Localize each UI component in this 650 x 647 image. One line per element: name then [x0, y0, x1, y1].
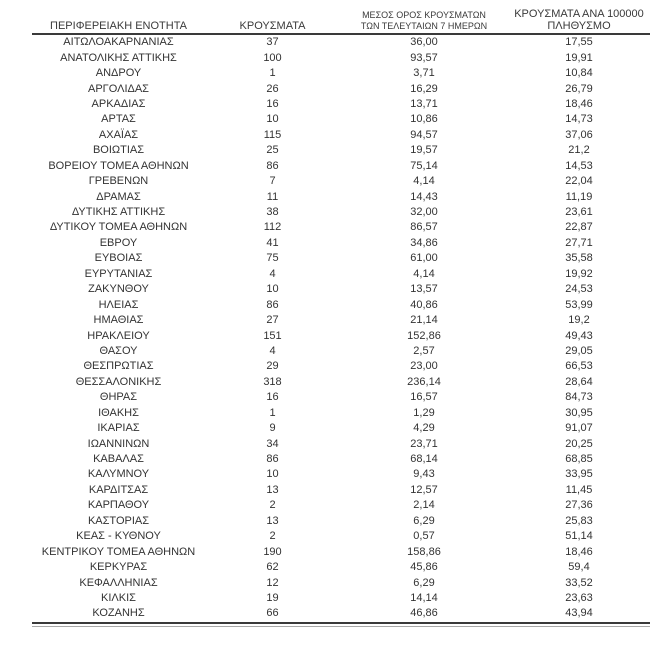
cell-cases: 4 [269, 267, 276, 280]
table-row [32, 606, 650, 621]
table-row [32, 297, 650, 312]
cell-per100k: 28,64 [565, 375, 593, 388]
cell-cases: 38 [266, 206, 279, 219]
table-row [32, 467, 650, 482]
cell-cases: 10 [266, 113, 279, 126]
table-row [32, 236, 650, 251]
cell-cases: 13 [266, 514, 279, 527]
cell-cases: 7 [269, 175, 276, 188]
cell-region: ΔΥΤΙΚΟΥ ΤΟΜΕΑ ΑΘΗΝΩΝ [49, 221, 188, 234]
table-row [32, 591, 650, 606]
cell-cases: 27 [266, 314, 279, 327]
cell-region: ΑΝΑΤΟΛΙΚΗΣ ΑΤΤΙΚΗΣ [60, 51, 177, 64]
table-row [32, 436, 650, 451]
cell-cases: 112 [263, 221, 282, 234]
cell-per100k: 22,87 [565, 221, 593, 234]
cell-avg7: 4,29 [413, 422, 435, 435]
cell-per100k: 11,45 [565, 483, 593, 496]
cell-per100k: 24,53 [565, 283, 593, 296]
table-row [32, 421, 650, 436]
cell-cases: 29 [266, 360, 279, 373]
cell-cases: 66 [266, 607, 279, 620]
cell-per100k: 91,07 [565, 422, 593, 435]
table-row [32, 359, 650, 374]
cell-cases: 41 [266, 236, 279, 249]
table-row [32, 575, 650, 590]
table-row [32, 498, 650, 513]
cell-cases: 86 [266, 159, 279, 172]
cell-avg7: 16,57 [410, 391, 438, 404]
cell-avg7: 12,57 [410, 483, 438, 496]
cell-cases: 9 [269, 422, 276, 435]
cell-region: ΕΒΡΟΥ [99, 236, 138, 249]
cell-avg7: 75,14 [410, 159, 438, 172]
cell-per100k: 23,61 [565, 206, 593, 219]
cell-region: ΔΥΤΙΚΗΣ ΑΤΤΙΚΗΣ [71, 206, 166, 219]
table-row [32, 128, 650, 143]
table-row [32, 344, 650, 359]
cell-per100k: 20,25 [565, 437, 593, 450]
cell-avg7: 46,86 [410, 607, 438, 620]
col-header-avg7-line1: ΜΕΣΟΣ ΟΡΟΣ ΚΡΟΥΣΜΑΤΩΝ [362, 10, 486, 20]
cell-cases: 318 [263, 375, 282, 388]
table-row [32, 66, 650, 81]
cell-cases: 12 [266, 576, 279, 589]
cell-avg7: 93,57 [410, 51, 438, 64]
cell-cases: 1 [269, 406, 276, 419]
cell-region: ΑΝΔΡΟΥ [95, 67, 142, 80]
cell-region: ΑΡΤΑΣ [101, 113, 136, 126]
cell-per100k: 33,95 [565, 468, 593, 481]
cell-avg7: 1,29 [413, 406, 435, 419]
cell-region: ΑΡΓΟΛΙΔΑΣ [88, 82, 149, 95]
cell-per100k: 27,71 [565, 236, 593, 249]
cell-region: ΗΜΑΘΙΑΣ [93, 314, 144, 327]
cell-cases: 62 [266, 561, 279, 574]
cell-region: ΗΡΑΚΛΕΙΟΥ [87, 329, 150, 342]
table-row [32, 267, 650, 282]
cell-cases: 11 [266, 190, 279, 203]
cell-region: ΗΛΕΙΑΣ [98, 298, 139, 311]
table-row [32, 282, 650, 297]
cell-per100k: 26,79 [565, 82, 593, 95]
cell-avg7: 236,14 [407, 375, 441, 388]
cell-region: ΘΗΡΑΣ [99, 391, 138, 404]
cell-per100k: 19,91 [565, 51, 593, 64]
cell-avg7: 61,00 [410, 252, 438, 265]
cell-region: ΑΧΑΪΑΣ [98, 128, 139, 141]
col-header-region: ΠΕΡΙΦΕΡΕΙΑΚΗ ΕΝΟΤΗΤΑ [50, 20, 187, 32]
cell-per100k: 59,4 [568, 561, 590, 574]
table-row [32, 452, 650, 467]
cell-per100k: 17,55 [565, 36, 593, 49]
cell-avg7: 36,00 [410, 36, 438, 49]
table-row [32, 560, 650, 575]
cell-region: ΚΑΡΔΙΤΣΑΣ [88, 483, 149, 496]
cell-per100k: 27,36 [565, 499, 593, 512]
col-header-per100k [508, 8, 650, 32]
cell-cases: 2 [269, 530, 276, 543]
cell-cases: 4 [269, 344, 276, 357]
cell-region: ΚΕΑΣ - ΚΥΘΝΟΥ [76, 530, 161, 543]
table-header-row [32, 4, 650, 35]
cell-region: ΙΚΑΡΙΑΣ [97, 422, 140, 435]
cell-per100k: 66,53 [565, 360, 593, 373]
cell-avg7: 23,71 [410, 437, 438, 450]
cell-per100k: 51,14 [565, 530, 593, 543]
table-row [32, 50, 650, 65]
cell-per100k: 19,2 [568, 314, 590, 327]
cell-avg7: 34,86 [410, 236, 438, 249]
cell-per100k: 11,19 [565, 190, 593, 203]
cell-avg7: 86,57 [410, 221, 438, 234]
cell-region: ΘΕΣΠΡΩΤΙΑΣ [83, 360, 154, 373]
cell-avg7: 94,57 [410, 128, 438, 141]
cell-cases: 19 [266, 591, 279, 604]
cell-avg7: 2,14 [413, 499, 435, 512]
cell-cases: 37 [266, 36, 279, 49]
cell-region: ΚΑΡΠΑΘΟΥ [87, 499, 150, 512]
cell-avg7: 3,71 [413, 67, 435, 80]
cell-per100k: 23,63 [565, 591, 593, 604]
cell-cases: 26 [266, 82, 279, 95]
cell-per100k: 68,85 [565, 453, 593, 466]
cell-per100k: 14,53 [565, 159, 593, 172]
col-header-cases: ΚΡΟΥΣΜΑΤΑ [239, 20, 306, 32]
cell-cases: 75 [266, 252, 279, 265]
cell-region: ΚΟΖΑΝΗΣ [92, 607, 145, 620]
table-row [32, 112, 650, 127]
cell-avg7: 68,14 [410, 453, 438, 466]
cell-cases: 115 [263, 128, 282, 141]
cell-region: ΘΑΣΟΥ [99, 344, 138, 357]
table-row [32, 220, 650, 235]
cell-per100k: 14,73 [565, 113, 593, 126]
cell-per100k: 10,84 [565, 67, 593, 80]
cell-region: ΒΟΙΩΤΙΑΣ [92, 144, 145, 157]
cell-region: ΚΑΣΤΟΡΙΑΣ [87, 514, 150, 527]
cell-avg7: 16,29 [410, 82, 438, 95]
cell-per100k: 18,46 [565, 545, 593, 558]
table-row [32, 143, 650, 158]
cell-cases: 16 [266, 97, 279, 110]
cell-cases: 86 [266, 298, 279, 311]
table-row [32, 328, 650, 343]
col-header-avg7-line2: ΤΩΝ ΤΕΛΕΥΤΑΙΩΝ 7 ΗΜΕΡΩΝ [360, 21, 488, 31]
cell-region: ΚΕΡΚΥΡΑΣ [89, 561, 148, 574]
cell-avg7: 4,14 [413, 175, 435, 188]
cell-cases: 2 [269, 499, 276, 512]
cell-avg7: 14,43 [410, 190, 438, 203]
cell-per100k: 25,83 [565, 514, 593, 527]
cell-region: ΙΩΑΝΝΙΝΩΝ [87, 437, 150, 450]
col-header-avg7 [340, 10, 508, 32]
cell-avg7: 4,14 [413, 267, 435, 280]
cell-region: ΖΑΚΥΝΘΟΥ [88, 283, 149, 296]
cell-per100k: 37,06 [565, 128, 593, 141]
cell-avg7: 14,14 [410, 591, 438, 604]
table-row [32, 529, 650, 544]
table-row [32, 390, 650, 405]
cell-cases: 86 [266, 453, 279, 466]
table-row [32, 313, 650, 328]
cell-avg7: 19,57 [410, 144, 438, 157]
cell-per100k: 49,43 [565, 329, 593, 342]
cell-avg7: 23,00 [410, 360, 438, 373]
cell-cases: 16 [266, 391, 279, 404]
cell-region: ΔΡΑΜΑΣ [96, 190, 141, 203]
cell-avg7: 6,29 [413, 514, 435, 527]
table-row [32, 205, 650, 220]
cell-avg7: 45,86 [410, 561, 438, 574]
table-body [32, 35, 650, 622]
cell-avg7: 40,86 [410, 298, 438, 311]
cell-per100k: 43,94 [565, 607, 593, 620]
table-row [32, 544, 650, 559]
cell-avg7: 152,86 [407, 329, 441, 342]
table-bottom-rule-shadow [32, 626, 650, 627]
cell-per100k: 84,73 [565, 391, 593, 404]
cell-region: ΑΙΤΩΛΟΑΚΑΡΝΑΝΙΑΣ [63, 36, 174, 49]
cell-region: ΚΑΛΥΜΝΟΥ [87, 468, 150, 481]
cell-region: ΒΟΡΕΙΟΥ ΤΟΜΕΑ ΑΘΗΝΩΝ [48, 159, 189, 172]
table-row [32, 375, 650, 390]
cell-cases: 34 [266, 437, 279, 450]
cell-region: ΚΕΝΤΡΙΚΟΥ ΤΟΜΕΑ ΑΘΗΝΩΝ [41, 545, 196, 558]
cell-cases: 13 [266, 483, 279, 496]
col-header-per100k-line2: ΠΛΗΘΥΣΜΟ [547, 20, 611, 32]
cell-per100k: 21,2 [568, 144, 590, 157]
cell-cases: 1 [269, 67, 276, 80]
cell-per100k: 33,52 [565, 576, 593, 589]
cell-region: ΑΡΚΑΔΙΑΣ [91, 97, 146, 110]
table-row [32, 514, 650, 529]
cell-avg7: 21,14 [410, 314, 438, 327]
cell-region: ΚΑΒΑΛΑΣ [93, 453, 144, 466]
table-row [32, 251, 650, 266]
cell-cases: 190 [263, 545, 282, 558]
cell-cases: 10 [266, 468, 279, 481]
cell-region: ΕΥΡΥΤΑΝΙΑΣ [84, 267, 153, 280]
table-row [32, 189, 650, 204]
table-row [32, 483, 650, 498]
cell-avg7: 13,71 [410, 97, 438, 110]
cell-region: ΚΕΦΑΛΛΗΝΙΑΣ [79, 576, 158, 589]
table-row [32, 406, 650, 421]
cell-avg7: 10,86 [410, 113, 438, 126]
cell-avg7: 9,43 [413, 468, 435, 481]
cell-avg7: 32,00 [410, 206, 438, 219]
cell-region: ΕΥΒΟΙΑΣ [94, 252, 143, 265]
table-row [32, 97, 650, 112]
cases-table [32, 4, 650, 627]
cell-cases: 100 [263, 51, 282, 64]
cell-per100k: 22,04 [565, 175, 593, 188]
cell-region: ΙΘΑΚΗΣ [98, 406, 139, 419]
col-header-per100k-line1: ΚΡΟΥΣΜΑΤΑ ΑΝΑ 100000 [514, 8, 644, 20]
cell-avg7: 13,57 [410, 283, 438, 296]
cell-avg7: 158,86 [407, 545, 441, 558]
cell-per100k: 29,05 [565, 344, 593, 357]
cell-cases: 151 [263, 329, 282, 342]
cell-per100k: 35,58 [565, 252, 593, 265]
cell-per100k: 19,92 [565, 267, 593, 280]
table-row [32, 81, 650, 96]
table-bottom-rule [32, 622, 650, 624]
cell-per100k: 30,95 [565, 406, 593, 419]
table-row [32, 174, 650, 189]
table-row [32, 159, 650, 174]
cell-avg7: 0,57 [413, 530, 435, 543]
cell-region: ΓΡΕΒΕΝΩΝ [88, 175, 149, 188]
cell-per100k: 18,46 [565, 97, 593, 110]
table-row [32, 35, 650, 50]
cell-avg7: 6,29 [413, 576, 435, 589]
cell-cases: 10 [266, 283, 279, 296]
cell-per100k: 53,99 [565, 298, 593, 311]
cell-avg7: 2,57 [413, 344, 435, 357]
cell-region: ΚΙΛΚΙΣ [101, 591, 136, 604]
cell-region: ΘΕΣΣΑΛΟΝΙΚΗΣ [75, 375, 162, 388]
cell-cases: 25 [266, 144, 279, 157]
